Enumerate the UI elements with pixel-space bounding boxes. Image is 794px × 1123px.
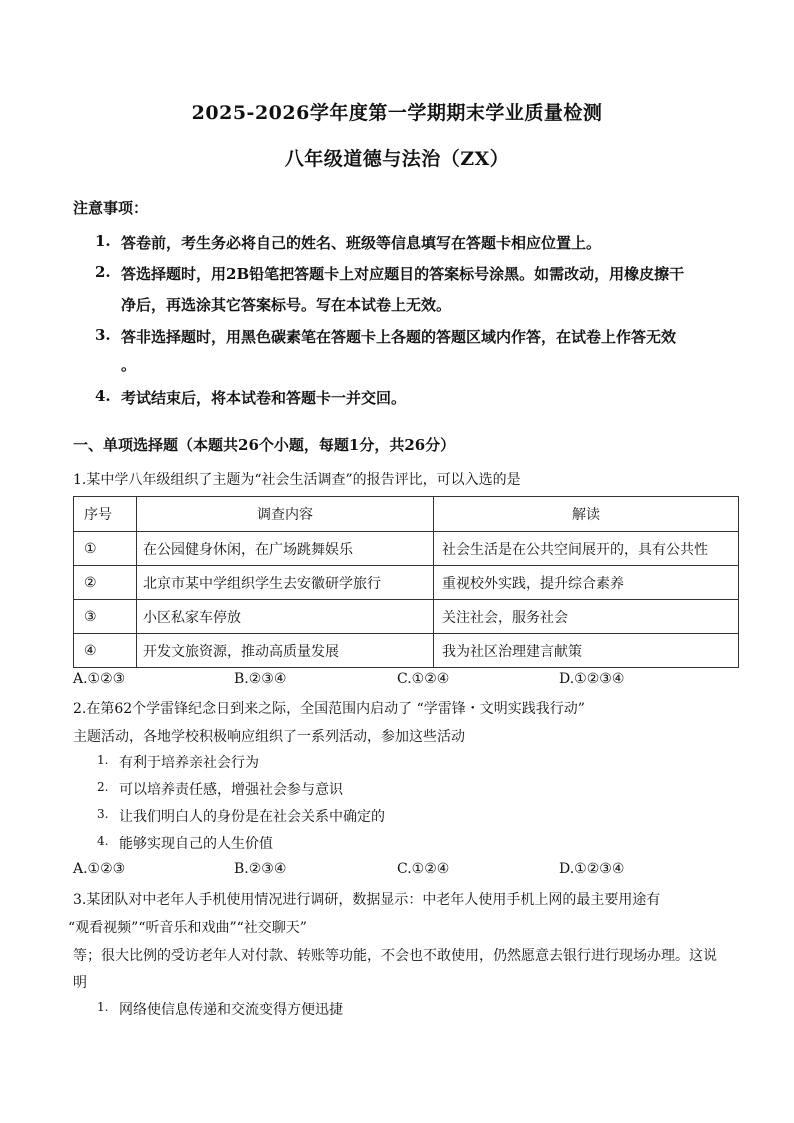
option-d: D.①②③④ xyxy=(559,861,625,877)
question-2-stem: 2.在第62个学雷锋纪念日到来之际，全国范围内启动了 “学雷锋・文明实践我行动” xyxy=(73,701,585,717)
table-cell: ① xyxy=(74,532,137,566)
table-cell: ② xyxy=(74,566,137,600)
table-cell: 北京市某中学组织学生去安徽研学旅行 xyxy=(137,566,434,600)
option-a: A.①②③ xyxy=(73,671,126,687)
notice-item-text-continued: 。 xyxy=(121,356,137,374)
table-row xyxy=(74,600,739,634)
notice-item-number: 4. xyxy=(95,387,111,405)
table-cell: 社会生活是在公共空间展开的，具有公共性 xyxy=(434,532,739,566)
notice-item-text: 考试结束后，将本试卷和答题卡一并交回。 xyxy=(121,389,407,407)
notice-item-number: 1. xyxy=(95,232,111,250)
table-row xyxy=(74,566,739,600)
table-cell: 我为社区治理建言献策 xyxy=(434,634,739,668)
statement-text: 有利于培养亲社会行为 xyxy=(119,755,259,771)
notice-item-text: 答选择题时，用2B铅笔把答题卡上对应题目的答案标号涂黑。如需改动，用橡皮擦干 xyxy=(121,265,685,283)
question-3-stem-continued: 等；很大比例的受访老年人对付款、转账等功能，不会也不敢使用，仍然愿意去银行进行现场办理。这说 xyxy=(73,948,717,964)
option-c: C.①②④ xyxy=(397,671,450,687)
table-header-cell: 解读 xyxy=(434,497,739,532)
question-3-stem-continued: “观看视频”“听音乐和戏曲”“社交聊天” xyxy=(68,920,307,936)
statement-number: 1. xyxy=(97,1000,109,1014)
section-heading: 一、单项选择题（本题共26个小题，每题1分，共26分） xyxy=(73,436,456,454)
notice-item-text-continued: 净后，再选涂其它答案标号。写在本试卷上无效。 xyxy=(121,296,452,314)
table-cell: 开发文旅资源，推动高质量发展 xyxy=(137,634,434,668)
table-cell: ④ xyxy=(74,634,137,668)
statement-text: 能够实现自己的人生价值 xyxy=(119,836,273,852)
question-3-stem-continued: 明 xyxy=(73,975,87,991)
question-1-stem: 1.某中学八年级组织了主题为“社会生活调查”的报告评比，可以入选的是 xyxy=(73,472,521,488)
option-b: B.②③④ xyxy=(234,671,287,687)
table-cell: 关注社会，服务社会 xyxy=(434,600,739,634)
question-3-stem: 3.某团队对中老年人手机使用情况进行调研，数据显示：中老年人使用手机上网的最主要用途有 xyxy=(73,892,661,908)
statement-number: 4. xyxy=(97,834,109,848)
option-d: D.①②③④ xyxy=(559,671,625,687)
table-row xyxy=(74,634,739,668)
question-2-stem-continued: 主题活动，各地学校积极响应组织了一系列活动，参加这些活动 xyxy=(73,729,465,745)
notice-item-number: 3. xyxy=(95,326,111,344)
table-header-cell: 调查内容 xyxy=(137,497,434,532)
table-row xyxy=(74,532,739,566)
table-cell: 重视校外实践，提升综合素养 xyxy=(434,566,739,600)
notice-item-text: 答非选择题时，用黑色碳素笔在答题卡上各题的答题区域内作答，在试卷上作答无效 xyxy=(121,328,677,346)
statement-text: 让我们明白人的身份是在社会关系中确定的 xyxy=(119,809,385,825)
table-header-row xyxy=(74,497,739,532)
table-cell: 在公园健身休闲，在广场跳舞娱乐 xyxy=(137,532,434,566)
table-cell: 小区私家车停放 xyxy=(137,600,434,634)
notice-heading: 注意事项： xyxy=(73,199,149,217)
notice-item-text: 答卷前，考生务必将自己的姓名、班级等信息填写在答题卡相应位置上。 xyxy=(121,234,602,252)
option-a: A.①②③ xyxy=(73,861,126,877)
statement-number: 2. xyxy=(97,780,109,794)
notice-item-number: 2. xyxy=(95,263,111,281)
exam-subtitle: 八年级道德与法治（ZX） xyxy=(284,148,510,170)
table-cell: ③ xyxy=(74,600,137,634)
statement-text: 网络使信息传递和交流变得方便迅捷 xyxy=(119,1002,343,1018)
statement-number: 3. xyxy=(97,807,109,821)
table-header-cell: 序号 xyxy=(74,497,137,532)
option-b: B.②③④ xyxy=(234,861,287,877)
statement-text: 可以培养责任感，增强社会参与意识 xyxy=(119,782,343,798)
survey-table xyxy=(73,496,739,668)
exam-title: 2025-2026学年度第一学期期末学业质量检测 xyxy=(191,102,603,124)
statement-number: 1. xyxy=(97,753,109,767)
option-c: C.①②④ xyxy=(397,861,450,877)
